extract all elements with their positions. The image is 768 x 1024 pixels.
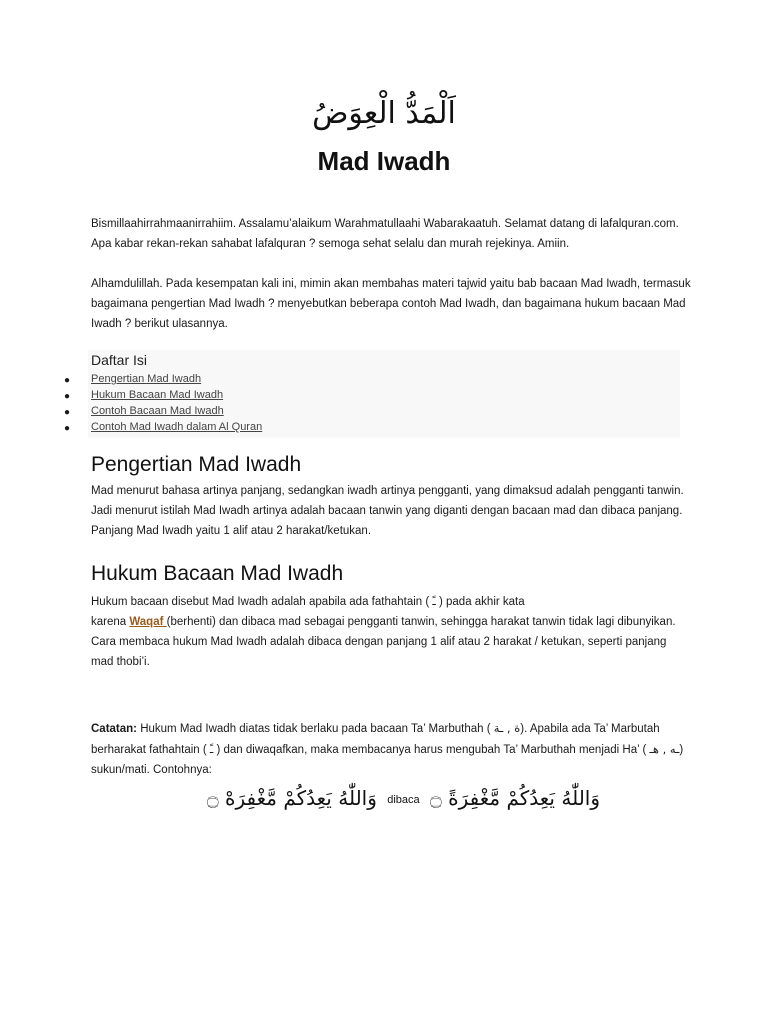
bullet-icon: ●	[64, 391, 71, 402]
waqaf-link[interactable]: Waqaf	[129, 616, 167, 628]
bullet-icon: ●	[64, 423, 71, 434]
note-arabic-1: ة , ـة	[493, 721, 521, 735]
example-original: وَاللّٰهُ يَعِدُكُمْ مَّغْفِرَةً ۝	[430, 786, 600, 810]
bullet-icon: ●	[64, 375, 71, 386]
bullet-icon: ●	[64, 407, 71, 418]
hukum-line-1: Hukum bacaan disebut Mad Iwadh adalah apabila ada fathahtain ( ـً ) pada akhir kata	[91, 596, 525, 608]
toc-link-contoh[interactable]: Contoh Bacaan Mad Iwadh	[91, 405, 224, 417]
hukum-line-2	[91, 612, 691, 632]
pengertian-paragraph: Mad menurut bahasa artinya panjang, sedangkan iwadh artinya pengganti, yang dimaksud adalah pengganti tanwin. Jadi menurut istilah Mad Iwadh artinya adalah bacaan tanwin yang diganti dengan bacaan mad dan dibaca panjang. Panjang Mad Iwadh yaitu 1 alif atau 2 harakat/ketukan.	[91, 485, 684, 537]
intro-paragraph-1: Bismillaahirrahmaanirrahiim. Assalamu’alaikum Warahmatullaahi Wabarakaatuh. Selamat datang di lafalquran.com. Apa kabar rekan-rekan sahabat lafalquran ? semoga sehat selalu dan murah rejekinya. Amiin.	[91, 218, 679, 250]
note-text-2: ). Apabila ada Ta’ Marbutah berharakat fathahtain ( ـً ) dan diwaqafkan, maka membacanya harus mengubah Ta’ Marbuthah menjadi Ha’ (	[91, 723, 660, 756]
arabic-title: اَلْمَدُّ الْعِوَضُ	[312, 96, 456, 131]
toc-link-hukum[interactable]: Hukum Bacaan Mad Iwadh	[91, 389, 224, 401]
toc-link-pengertian[interactable]: Pengertian Mad Iwadh	[91, 373, 202, 385]
hukum-line-2-prefix: karena	[91, 616, 130, 628]
page-title: Mad Iwadh	[317, 146, 451, 176]
note-paragraph	[91, 718, 691, 780]
hukum-line-3: Cara membaca hukum Mad Iwadh adalah dibaca dengan panjang 1 alif atau 2 harakat / ketukan, seperti panjang mad thobi’i.	[91, 636, 667, 668]
example-read-as: وَاللّٰهُ يَعِدُكُمْ مَّغْفِرَهْ ۝	[206, 786, 377, 810]
example-verse	[200, 786, 600, 810]
hukum-line-2-suffix: (berhenti) dan dibaca mad sebagai pengganti tanwin, sehingga harakat tanwin tidak lagi dibunyikan.	[166, 616, 676, 628]
section-heading-hukum: Hukum Bacaan Mad Iwadh	[91, 562, 344, 585]
section-heading-pengertian: Pengertian Mad Iwadh	[91, 453, 302, 476]
note-arabic-2: ـه , هـ	[649, 742, 680, 756]
note-text-1: Hukum Mad Iwadh diatas tidak berlaku pada bacaan Ta’ Marbuthah (	[137, 723, 494, 735]
dibaca-label: dibaca	[387, 793, 420, 806]
note-text-3: ) sukun/mati. Contohnya:	[91, 744, 684, 776]
intro-paragraph-2: Alhamdulillah. Pada kesempatan kali ini, mimin akan membahas materi tajwid yaitu bab bacaan Mad Iwadh, termasuk bagaimana pengertian Mad Iwadh ? menyebutkan beberapa contoh Mad Iwadh, dan bagaimana hukum bacaan Mad Iwadh ? berikut ulasannya.	[91, 278, 691, 330]
toc-title: Daftar Isi	[91, 352, 148, 368]
hukum-paragraph	[91, 592, 691, 672]
toc-link-contoh-quran[interactable]: Contoh Mad Iwadh dalam Al Quran	[91, 421, 263, 433]
note-label: Catatan:	[91, 723, 138, 735]
